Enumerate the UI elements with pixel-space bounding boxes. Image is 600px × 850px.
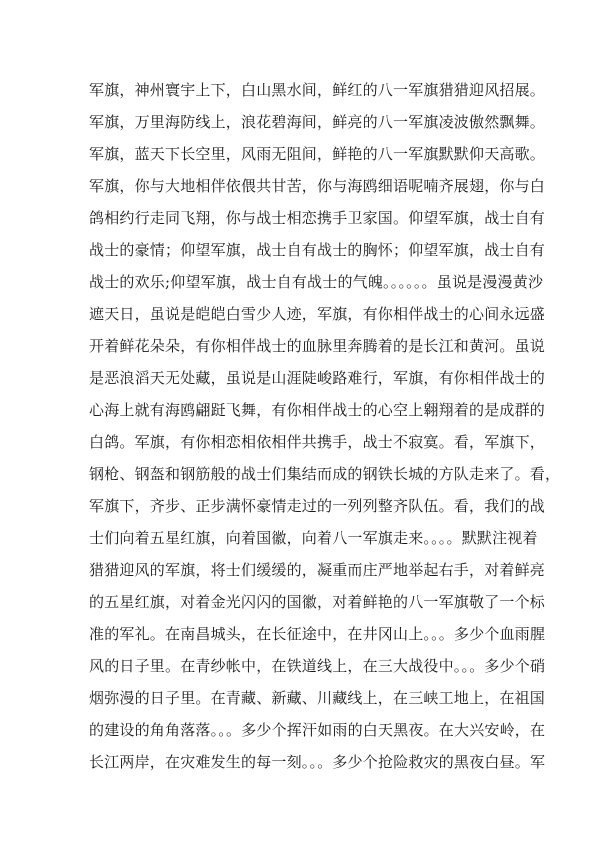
body-text xyxy=(89,74,561,778)
text-line: 长江两岸，在灾难发生的每一刻。。。多少个抢险救灾的黑夜白昼。军 xyxy=(89,753,546,771)
text-line: 是恶浪滔天无处藏，虽说是山涯陡峻路难行，军旗，有你相伴战士的 xyxy=(89,369,546,387)
text-line: 军旗下，齐步、正步满怀豪情走过的一列列整齐队伍。看，我们的战 xyxy=(89,497,546,515)
text-line: 准的军礼。在南昌城头，在长征途中，在井冈山上。。。多少个血雨腥 xyxy=(89,625,546,643)
text-line: 白鸽。军旗，有你相恋相依相伴共携手，战士不寂寞。看，军旗下， xyxy=(89,433,546,451)
text-line: 战士的豪情；仰望军旗，战士自有战士的胸怀；仰望军旗，战士自有 xyxy=(89,241,546,259)
text-line: 的五星红旗，对着金光闪闪的国徽，对着鲜艳的八一军旗敬了一个标 xyxy=(89,593,546,611)
text-line: 心海上就有海鸥翩跹飞舞，有你相伴战士的心空上翱翔着的是成群的 xyxy=(89,401,546,419)
text-line: 的建设的角角落落。。。多少个挥汗如雨的白天黑夜。在大兴安岭，在 xyxy=(89,721,546,739)
text-line: 士们向着五星红旗，向着国徽，向着八一军旗走来。。。。默默注视着 xyxy=(89,529,538,547)
text-line: 军旗，神州寰宇上下，白山黑水间，鲜红的八一军旗猎猎迎风招展。 xyxy=(89,81,546,99)
text-line: 战士的欢乐;仰望军旗，战士自有战士的气魄。。。。。。虽说是漫漫黄沙 xyxy=(89,273,544,291)
text-line: 开着鲜花朵朵，有你相伴战士的血脉里奔腾着的是长江和黄河。虽说 xyxy=(89,337,546,355)
text-line: 军旗，万里海防线上，浪花碧海间，鲜亮的八一军旗凌波傲然飘舞。 xyxy=(89,113,546,131)
text-line: 风的日子里。在青纱帐中，在铁道线上，在三大战役中。。。多少个硝 xyxy=(89,657,546,675)
text-line: 烟弥漫的日子里。在青藏、新藏、川藏线上，在三峡工地上，在祖国 xyxy=(89,689,546,707)
text-line: 军旗，蓝天下长空里，风雨无阻间，鲜艳的八一军旗默默仰天高歌。 xyxy=(89,145,546,163)
text-line: 钢枪、钢盔和钢筋般的战士们集结而成的钢铁长城的方队走来了。看， xyxy=(89,465,561,483)
text-line: 鸽相约行走同飞翔，你与战士相恋携手卫家国。仰望军旗，战士自有 xyxy=(89,209,546,227)
text-line: 猎猎迎风的军旗，将士们缓缓的，凝重而庄严地举起右手，对着鲜亮 xyxy=(89,561,546,579)
text-line: 军旗，你与大地相伴依偎共甘苦，你与海鸥细语呢喃齐展翅，你与白 xyxy=(89,177,546,195)
text-line: 遮天日，虽说是皑皑白雪少人迹，军旗，有你相伴战士的心间永远盛 xyxy=(89,305,546,323)
